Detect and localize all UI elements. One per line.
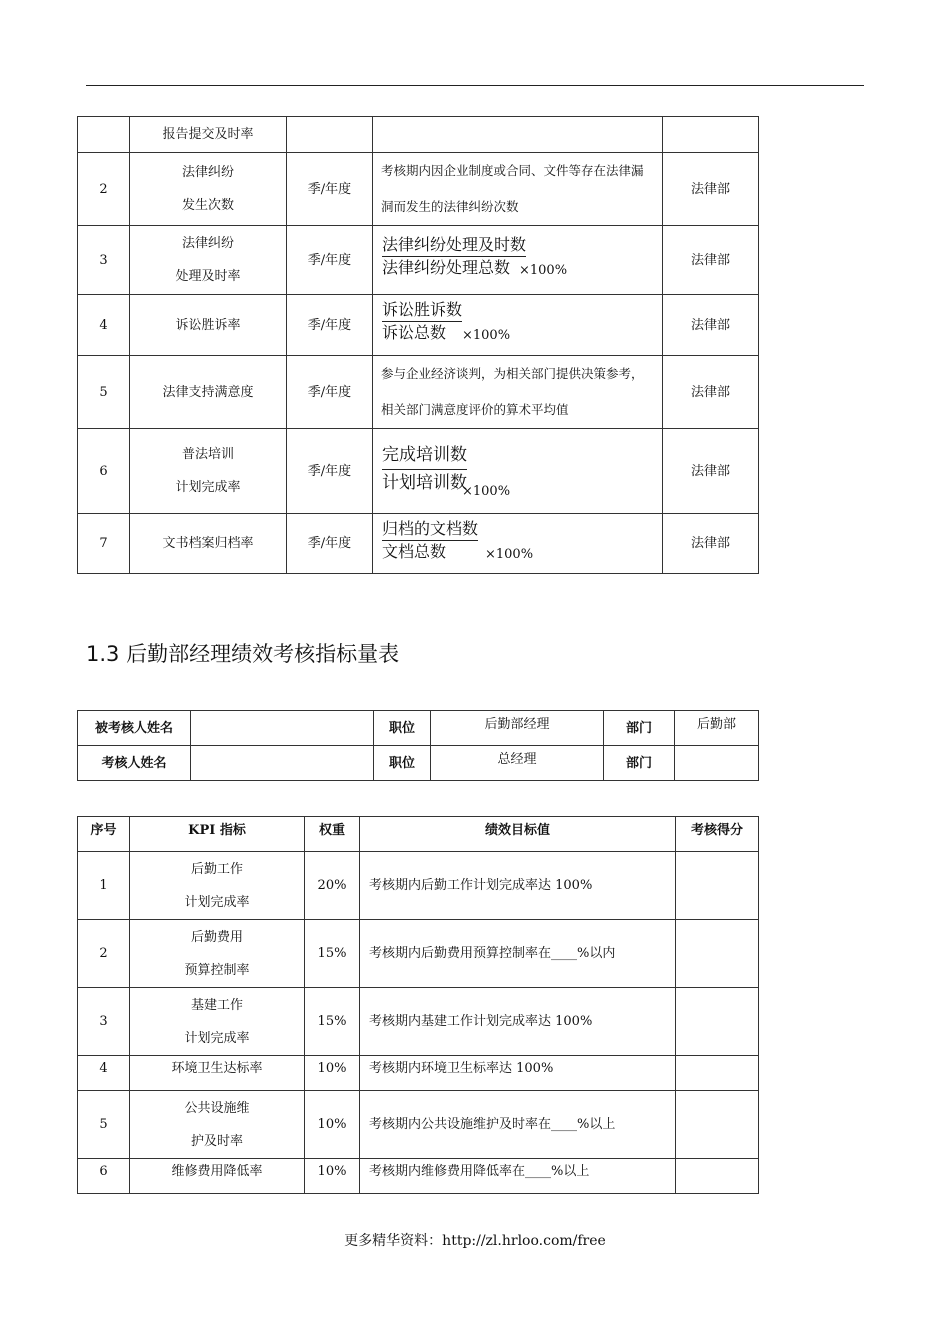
examiner-name-field[interactable] — [191, 746, 374, 781]
score-cell[interactable] — [676, 1056, 759, 1091]
indicator-name: 法律支持满意度 — [130, 356, 287, 429]
period: 季/年度 — [287, 514, 373, 574]
table-row — [78, 356, 759, 429]
row-number: 5 — [78, 356, 130, 429]
examinee-position: 后勤部经理 — [431, 711, 604, 746]
period: 季/年度 — [287, 226, 373, 295]
formula: 考核期内因企业制度或合同、文件等存在法律漏洞而发生的法律纠纷次数 — [373, 153, 663, 226]
period: 季/年度 — [287, 295, 373, 356]
table-row — [78, 746, 759, 781]
table-row — [78, 153, 759, 226]
row-number: 7 — [78, 514, 130, 574]
dept-label: 部门 — [604, 711, 675, 746]
row-number: 3 — [78, 988, 130, 1056]
formula: 诉讼胜诉数 诉讼总数 ×100% — [373, 295, 663, 356]
indicator-name: 普法培训 计划完成率 — [130, 429, 287, 514]
kpi-name: 基建工作 计划完成率 — [130, 988, 305, 1056]
row-number: 6 — [78, 1159, 130, 1194]
department: 法律部 — [663, 226, 759, 295]
kpi-name: 公共设施维 护及时率 — [130, 1091, 305, 1159]
target: 考核期内后勤费用预算控制率在____%以内 — [360, 920, 676, 988]
row-number: 2 — [78, 153, 130, 226]
table-row — [78, 920, 759, 988]
score-cell[interactable] — [676, 852, 759, 920]
target: 考核期内公共设施维护及时率在____%以上 — [360, 1091, 676, 1159]
examinee-info-table — [77, 710, 759, 781]
target: 考核期内后勤工作计划完成率达 100% — [360, 852, 676, 920]
row-number: 3 — [78, 226, 130, 295]
table-row — [78, 711, 759, 746]
indicator-name: 文书档案归档率 — [130, 514, 287, 574]
department: 法律部 — [663, 356, 759, 429]
weight: 15% — [305, 920, 360, 988]
header-target: 绩效目标值 — [360, 817, 676, 852]
examinee-label: 被考核人姓名 — [78, 711, 191, 746]
section-heading: 1.3 后勤部经理绩效考核指标量表 — [86, 642, 400, 666]
table-row — [78, 852, 759, 920]
header-rule — [86, 85, 864, 86]
score-cell[interactable] — [676, 1159, 759, 1194]
weight: 10% — [305, 1056, 360, 1091]
table-row — [78, 226, 759, 295]
target: 考核期内基建工作计划完成率达 100% — [360, 988, 676, 1056]
period: 季/年度 — [287, 153, 373, 226]
table-row — [78, 1159, 759, 1194]
examiner-dept — [675, 746, 759, 781]
position-label: 职位 — [374, 711, 431, 746]
dept-label: 部门 — [604, 746, 675, 781]
formula: 归档的文档数 文档总数 ×100% — [373, 514, 663, 574]
table-row — [78, 1056, 759, 1091]
period — [287, 117, 373, 153]
header-kpi: KPI 指标 — [130, 817, 305, 852]
department — [663, 117, 759, 153]
department: 法律部 — [663, 153, 759, 226]
weight: 10% — [305, 1091, 360, 1159]
row-number: 1 — [78, 852, 130, 920]
table-row — [78, 295, 759, 356]
department: 法律部 — [663, 295, 759, 356]
table-row — [78, 117, 759, 153]
kpi-name: 维修费用降低率 — [130, 1159, 305, 1194]
kpi-name: 后勤费用 预算控制率 — [130, 920, 305, 988]
table-row — [78, 429, 759, 514]
indicator-name: 诉讼胜诉率 — [130, 295, 287, 356]
table-row — [78, 514, 759, 574]
table-row — [78, 1091, 759, 1159]
table-header-row — [78, 817, 759, 852]
row-number — [78, 117, 130, 153]
score-cell[interactable] — [676, 988, 759, 1056]
formula: 参与企业经济谈判，为相关部门提供决策参考，相关部门满意度评价的算术平均值 — [373, 356, 663, 429]
position-label: 职位 — [374, 746, 431, 781]
weight: 15% — [305, 988, 360, 1056]
formula — [373, 117, 663, 153]
period: 季/年度 — [287, 356, 373, 429]
formula: 法律纠纷处理及时数 法律纠纷处理总数 ×100% — [373, 226, 663, 295]
weight: 10% — [305, 1159, 360, 1194]
logistics-kpi-table — [77, 816, 759, 1194]
footer-link[interactable]: 更多精华资料：http://zl.hrloo.com/free — [344, 1233, 606, 1249]
header-no: 序号 — [78, 817, 130, 852]
weight: 20% — [305, 852, 360, 920]
indicator-name: 法律纠纷 处理及时率 — [130, 226, 287, 295]
row-number: 6 — [78, 429, 130, 514]
header-score: 考核得分 — [676, 817, 759, 852]
formula: 完成培训数 计划培训数 ×100% — [373, 429, 663, 514]
kpi-name: 后勤工作 计划完成率 — [130, 852, 305, 920]
score-cell[interactable] — [676, 920, 759, 988]
table-row — [78, 988, 759, 1056]
row-number: 5 — [78, 1091, 130, 1159]
examiner-position: 总经理 — [431, 746, 604, 781]
indicator-name: 报告提交及时率 — [130, 117, 287, 153]
row-number: 4 — [78, 1056, 130, 1091]
target: 考核期内环境卫生标率达 100% — [360, 1056, 676, 1091]
examinee-dept: 后勤部 — [675, 711, 759, 746]
kpi-name: 环境卫生达标率 — [130, 1056, 305, 1091]
row-number: 2 — [78, 920, 130, 988]
department: 法律部 — [663, 514, 759, 574]
row-number: 4 — [78, 295, 130, 356]
header-weight: 权重 — [305, 817, 360, 852]
legal-kpi-table — [77, 116, 759, 574]
indicator-name: 法律纠纷 发生次数 — [130, 153, 287, 226]
department: 法律部 — [663, 429, 759, 514]
target: 考核期内维修费用降低率在____%以上 — [360, 1159, 676, 1194]
period: 季/年度 — [287, 429, 373, 514]
examiner-label: 考核人姓名 — [78, 746, 191, 781]
examinee-name-field[interactable] — [191, 711, 374, 746]
score-cell[interactable] — [676, 1091, 759, 1159]
